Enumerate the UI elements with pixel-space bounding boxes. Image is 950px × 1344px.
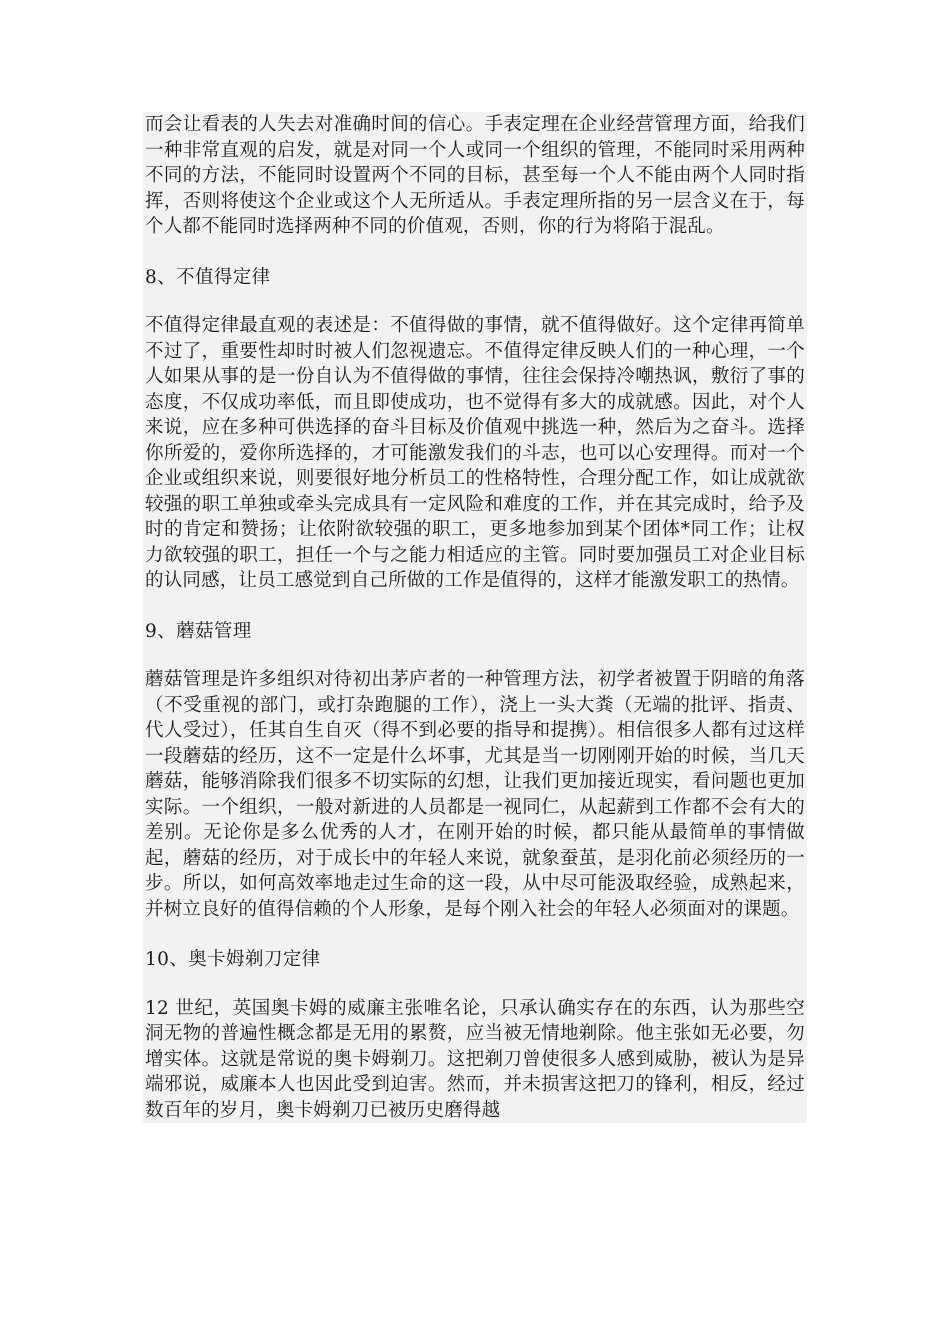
paragraph-mushroom-management: 蘑菇管理是许多组织对待初出茅庐者的一种管理方法，初学者被置于阴暗的角落（不受重视的部门，或打杂跑腿的工作），浇上一头大粪（无端的批评、指责、代人受过），任其自生自灭（得不到必要的指导和提携）。相信很多人都有过这样一段蘑菇的经历，这不一定是什么坏事，尤其是当一切刚刚开始的时候，当几天蘑菇，能够消除我们很多不切实际的幻想，让我们更加接近现实，看问题也更加实际。一个组织，一般对新进的人员都是一视同仁，从起薪到工作都不会有大的差别。无论你是多么优秀的人才，在刚开始的时候，都只能从最简单的事情做起，蘑菇的经历，对于成长中的年轻人来说，就象蚕茧，是羽化前必须经历的一步。所以，如何高效率地走过生命的这一段，从中尽可能汲取经验，成熟起来，并树立良好的值得信赖的个人形象，是每个刚入社会的年轻人必须面对的课题。 (145, 669, 805, 920)
document-body (143, 112, 807, 1123)
section-heading-10: 10、奥卡姆剃刀定律 (145, 949, 321, 970)
paragraph-spacer (143, 240, 807, 265)
section-heading-9: 9、蘑菇管理 (145, 620, 252, 642)
paragraph-spacer (143, 594, 807, 619)
paragraph-occam-razor: 12 世纪，英国奥卡姆的威廉主张唯名论，只承认确实存在的东西，认为那些空洞无物的普遍性概念都是无用的累赘，应当被无情地剃除。他主张如无必要，勿增实体。这就是常说的奥卡姆剃刀。这把剃刀曾使很多人感到威胁，被认为是异端邪说，威廉本人也因此受到迫害。然而，并未损害这把刀的锋利，相反，经过数百年的岁月，奥卡姆剃刀已被历史磨得越 (145, 997, 805, 1121)
paragraph-spacer (143, 644, 807, 667)
section-heading-8: 8、不值得定律 (145, 266, 271, 288)
paragraph-spacer (143, 922, 807, 947)
paragraph-spacer (143, 973, 807, 996)
paragraph-not-worth-law: 不值得定律最直观的表述是：不值得做的事情，就不值得做好。这个定律再简单不过了，重要性却时时被人们忽视遗忘。不值得定律反映人们的一种心理，一个人如果从事的是一份自认为不值得做的事情，往往会保持冷嘲热讽，敷衍了事的态度，不仅成功率低，而且即使成功，也不觉得有多大的成就感。因此，对个人来说，应在多种可供选择的奋斗目标及价值观中挑选一种，然后为之奋斗。选择你所爱的，爱你所选择的，才可能激发我们的斗志，也可以心安理得。而对一个企业或组织来说，则要很好地分析员工的性格特性，合理分配工作，如让成就欲较强的职工单独或牵头完成具有一定风险和难度的工作，并在其完成时，给予及时的肯定和赞扬；让依附欲较强的职工，更多地参加到某个团体*同工作；让权力欲较强的职工，担任一个与之能力相适应的主管。同时要加强员工对企业目标的认同感，让员工感觉到自己所做的工作是值得的，这样才能激发职工的热情。 (145, 315, 805, 591)
paragraph-spacer (143, 290, 807, 313)
paragraph-watch-law-continued: 而会让看表的人失去对准确时间的信心。手表定理在企业经营管理方面，给我们一种非常直观的启发，就是对同一个人或同一个组织的管理，不能同时采用两种不同的方法，不能同时设置两个不同的目标，甚至每一个人不能由两个人同时指挥，否则将使这个企业或这个人无所适从。手表定理所指的另一层含义在于，每个人都不能同时选择两种不同的价值观，否则，你的行为将陷于混乱。 (145, 114, 805, 237)
